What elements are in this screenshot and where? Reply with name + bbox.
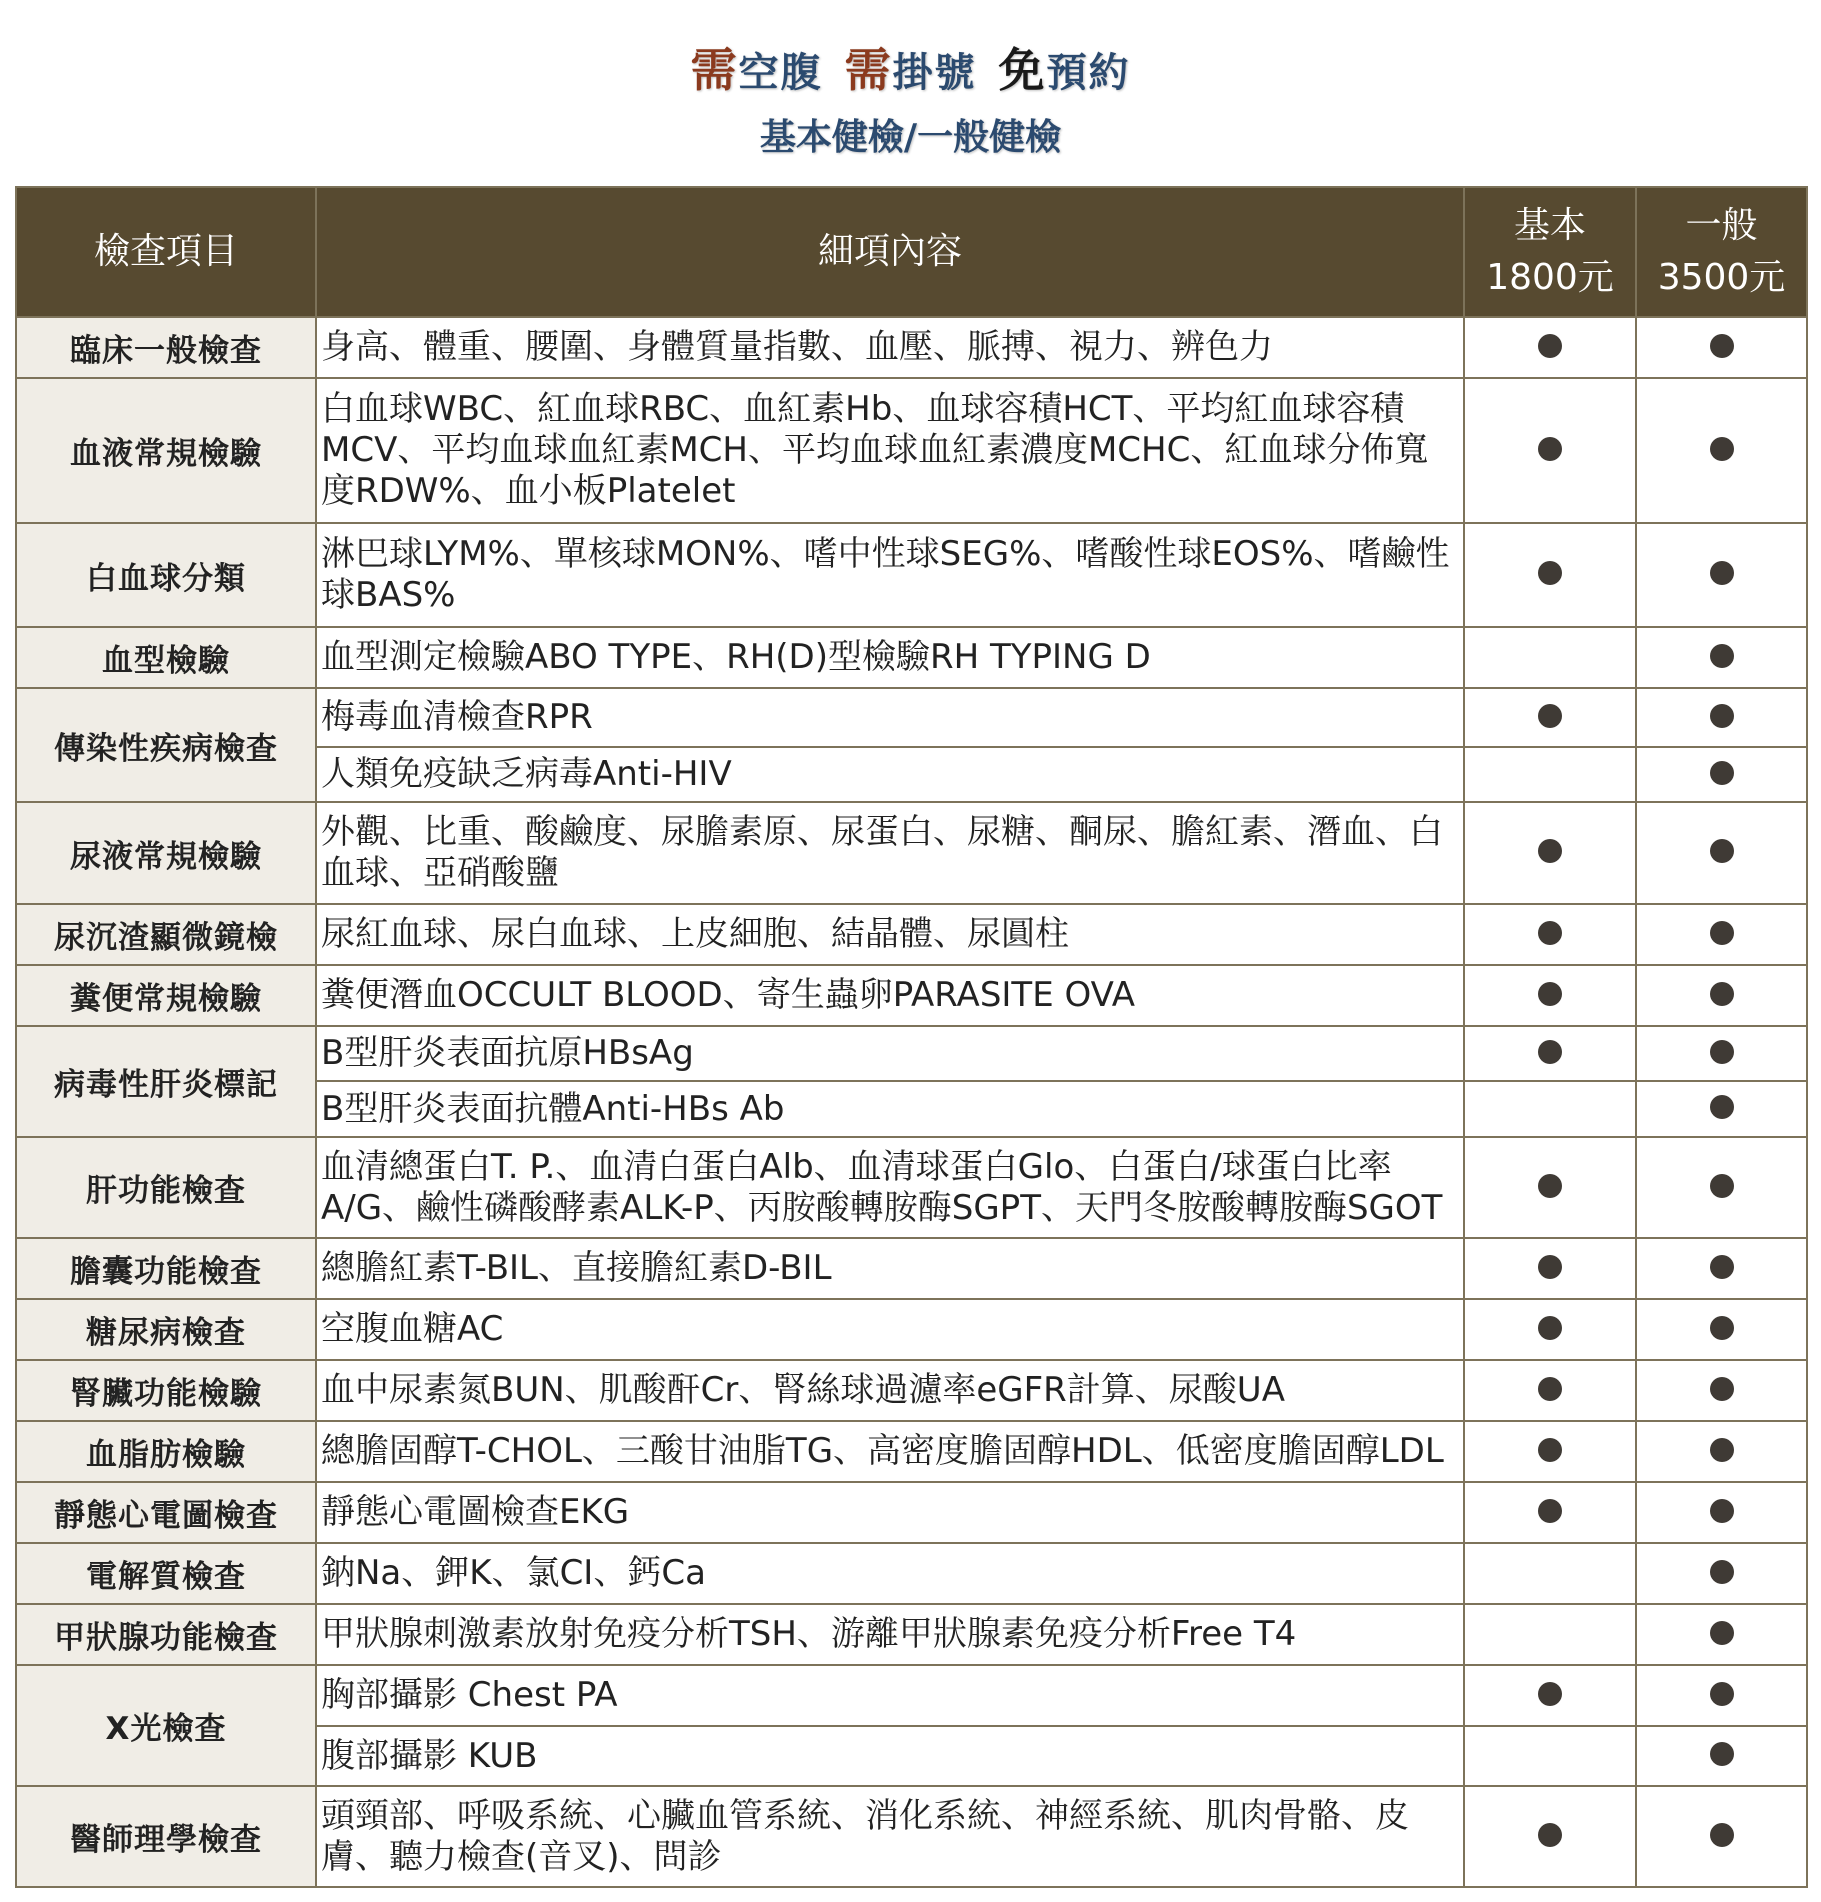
included-dot-icon (1710, 921, 1734, 945)
exam-detail: B型肝炎表面抗體Anti-HBs Ab (316, 1081, 1464, 1137)
basic-plan-cell (1464, 1026, 1636, 1081)
included-dot-icon (1538, 839, 1562, 863)
exam-category: 靜態心電圖檢查 (16, 1482, 316, 1543)
included-dot-icon (1710, 1560, 1734, 1584)
fasting-required-mark: 需 (690, 43, 739, 97)
included-dot-icon (1538, 982, 1562, 1006)
table-row (16, 688, 1807, 747)
health-check-table (15, 186, 1808, 1888)
general-plan-cell (1636, 1137, 1807, 1238)
exam-detail: 頭頸部、呼吸系統、心臟血管系統、消化系統、神經系統、肌肉骨骼、皮膚、聽力檢查(音叉)、問診 (316, 1786, 1464, 1887)
included-dot-icon (1710, 1040, 1734, 1064)
exam-detail: 糞便潛血OCCULT BLOOD、寄生蟲卵PARASITE OVA (316, 965, 1464, 1026)
appointment-label: 預約 (1046, 50, 1131, 96)
general-plan-cell (1636, 688, 1807, 747)
basic-plan-cell (1464, 1665, 1636, 1726)
column-header-basic (1464, 187, 1636, 317)
fasting-label: 空腹 (738, 50, 823, 96)
basic-plan-cell (1464, 904, 1636, 965)
exam-detail: 淋巴球LYM%、單核球MON%、嗜中性球SEG%、嗜酸性球EOS%、嗜鹼性球BAS% (316, 523, 1464, 627)
general-plan-cell (1636, 1421, 1807, 1482)
general-plan-cell (1636, 1081, 1807, 1137)
table-row (16, 1238, 1807, 1299)
exam-category: X光檢查 (16, 1665, 316, 1786)
general-plan-cell (1636, 1786, 1807, 1887)
included-dot-icon (1710, 437, 1734, 461)
table-row (16, 1482, 1807, 1543)
basic-plan-cell (1464, 1137, 1636, 1238)
table-row (16, 1543, 1807, 1604)
exam-category: 肝功能檢查 (16, 1137, 316, 1238)
table-row (16, 1604, 1807, 1665)
included-dot-icon (1710, 982, 1734, 1006)
basic-plan-price: 1800元 (1486, 257, 1614, 298)
included-dot-icon (1710, 644, 1734, 668)
no-appointment-mark: 免 (998, 43, 1047, 97)
exam-detail: 血清總蛋白T. P.、血清白蛋白Alb、血清球蛋白Glo、白蛋白/球蛋白比率A/G、鹼性磷酸酵素ALK-P、丙胺酸轉胺酶SGPT、天門冬胺酸轉胺酶SGOT (316, 1137, 1464, 1238)
included-dot-icon (1710, 334, 1734, 358)
included-dot-icon (1710, 1742, 1734, 1766)
exam-detail: 甲狀腺刺激素放射免疫分析TSH、游離甲狀腺素免疫分析Free T4 (316, 1604, 1464, 1665)
table-row (16, 627, 1807, 688)
table-row (16, 523, 1807, 627)
requirements-line (0, 40, 1821, 103)
included-dot-icon (1538, 334, 1562, 358)
table-row (16, 1299, 1807, 1360)
exam-category: 血液常規檢驗 (16, 378, 316, 523)
basic-plan-cell (1464, 1360, 1636, 1421)
basic-plan-cell (1464, 688, 1636, 747)
included-dot-icon (1538, 1040, 1562, 1064)
exam-category: 尿液常規檢驗 (16, 802, 316, 904)
exam-category: 腎臟功能檢驗 (16, 1360, 316, 1421)
exam-detail: 腹部攝影 KUB (316, 1726, 1464, 1786)
basic-plan-cell (1464, 1421, 1636, 1482)
table-row (16, 317, 1807, 378)
table-row (16, 802, 1807, 904)
exam-category: 糖尿病檢查 (16, 1299, 316, 1360)
exam-category: 甲狀腺功能檢查 (16, 1604, 316, 1665)
exam-category: 白血球分類 (16, 523, 316, 627)
exam-detail: 血型測定檢驗ABO TYPE、RH(D)型檢驗RH TYPING D (316, 627, 1464, 688)
exam-detail: 胸部攝影 Chest PA (316, 1665, 1464, 1726)
general-plan-cell (1636, 1665, 1807, 1726)
registration-required-mark: 需 (844, 43, 893, 97)
general-plan-cell (1636, 1026, 1807, 1081)
exam-detail: 靜態心電圖檢查EKG (316, 1482, 1464, 1543)
general-plan-cell (1636, 1543, 1807, 1604)
basic-plan-name: 基本 (1513, 205, 1586, 246)
table-row (16, 1665, 1807, 1726)
table-row (16, 1026, 1807, 1081)
basic-plan-cell (1464, 317, 1636, 378)
included-dot-icon (1538, 1174, 1562, 1198)
included-dot-icon (1710, 1316, 1734, 1340)
table-row (16, 1137, 1807, 1238)
general-plan-cell (1636, 378, 1807, 523)
general-plan-cell (1636, 1360, 1807, 1421)
table-row (16, 965, 1807, 1026)
included-dot-icon (1538, 1316, 1562, 1340)
included-dot-icon (1710, 1499, 1734, 1523)
general-plan-cell (1636, 904, 1807, 965)
exam-category: 膽囊功能檢查 (16, 1238, 316, 1299)
included-dot-icon (1710, 1438, 1734, 1462)
exam-detail: 血中尿素氮BUN、肌酸酐Cr、腎絲球過濾率eGFR計算、尿酸UA (316, 1360, 1464, 1421)
included-dot-icon (1538, 921, 1562, 945)
general-plan-cell (1636, 965, 1807, 1026)
exam-category: 糞便常規檢驗 (16, 965, 316, 1026)
basic-plan-cell (1464, 1238, 1636, 1299)
general-plan-cell (1636, 1238, 1807, 1299)
included-dot-icon (1710, 839, 1734, 863)
included-dot-icon (1538, 1499, 1562, 1523)
included-dot-icon (1710, 1255, 1734, 1279)
general-plan-cell (1636, 802, 1807, 904)
column-header-general (1636, 187, 1807, 317)
general-plan-cell (1636, 317, 1807, 378)
page-header (0, 40, 1821, 171)
exam-detail: 白血球WBC、紅血球RBC、血紅素Hb、血球容積HCT、平均紅血球容積MCV、平均血球血紅素MCH、平均血球血紅素濃度MCHC、紅血球分佈寬度RDW%、血小板Platelet (316, 378, 1464, 523)
general-plan-cell (1636, 1299, 1807, 1360)
exam-category: 血脂肪檢驗 (16, 1421, 316, 1482)
general-plan-cell (1636, 1482, 1807, 1543)
exam-detail: 總膽紅素T-BIL、直接膽紅素D-BIL (316, 1238, 1464, 1299)
basic-plan-cell (1464, 523, 1636, 627)
included-dot-icon (1710, 761, 1734, 785)
general-plan-cell (1636, 523, 1807, 627)
general-plan-cell (1636, 1726, 1807, 1786)
exam-detail: 總膽固醇T-CHOL、三酸甘油脂TG、高密度膽固醇HDL、低密度膽固醇LDL (316, 1421, 1464, 1482)
basic-plan-cell (1464, 1726, 1636, 1786)
basic-plan-cell (1464, 1604, 1636, 1665)
exam-category: 血型檢驗 (16, 627, 316, 688)
basic-plan-cell (1464, 747, 1636, 802)
table-row (16, 378, 1807, 523)
basic-plan-cell (1464, 802, 1636, 904)
exam-detail: 人類免疫缺乏病毒Anti-HIV (316, 747, 1464, 802)
included-dot-icon (1538, 1255, 1562, 1279)
included-dot-icon (1538, 1682, 1562, 1706)
table-row (16, 904, 1807, 965)
column-header-detail: 細項內容 (316, 187, 1464, 317)
included-dot-icon (1710, 1682, 1734, 1706)
general-plan-cell (1636, 747, 1807, 802)
general-plan-name: 一般 (1685, 205, 1758, 246)
general-plan-cell (1636, 1604, 1807, 1665)
exam-detail: 尿紅血球、尿白血球、上皮細胞、結晶體、尿圓柱 (316, 904, 1464, 965)
table-row (16, 1360, 1807, 1421)
included-dot-icon (1538, 561, 1562, 585)
included-dot-icon (1710, 1823, 1734, 1847)
included-dot-icon (1710, 704, 1734, 728)
column-header-item: 檢查項目 (16, 187, 316, 317)
included-dot-icon (1710, 561, 1734, 585)
included-dot-icon (1710, 1174, 1734, 1198)
general-plan-cell (1636, 627, 1807, 688)
exam-category: 臨床一般檢查 (16, 317, 316, 378)
basic-plan-cell (1464, 627, 1636, 688)
exam-category: 電解質檢查 (16, 1543, 316, 1604)
basic-plan-cell (1464, 965, 1636, 1026)
included-dot-icon (1538, 1823, 1562, 1847)
included-dot-icon (1710, 1095, 1734, 1119)
exam-detail: 空腹血糖AC (316, 1299, 1464, 1360)
basic-plan-cell (1464, 1786, 1636, 1887)
exam-category: 病毒性肝炎標記 (16, 1026, 316, 1137)
table-row (16, 1421, 1807, 1482)
exam-detail: B型肝炎表面抗原HBsAg (316, 1026, 1464, 1081)
exam-detail: 外觀、比重、酸鹼度、尿膽素原、尿蛋白、尿糖、酮尿、膽紅素、潛血、白血球、亞硝酸鹽 (316, 802, 1464, 904)
included-dot-icon (1538, 437, 1562, 461)
exam-category: 尿沉渣顯微鏡檢 (16, 904, 316, 965)
page-subtitle: 基本健檢/一般健檢 (759, 117, 1062, 158)
included-dot-icon (1538, 1377, 1562, 1401)
exam-detail: 身高、體重、腰圍、身體質量指數、血壓、脈搏、視力、辨色力 (316, 317, 1464, 378)
included-dot-icon (1538, 1438, 1562, 1462)
basic-plan-cell (1464, 1081, 1636, 1137)
included-dot-icon (1710, 1377, 1734, 1401)
exam-category: 傳染性疾病檢查 (16, 688, 316, 802)
table-header-row (16, 187, 1807, 317)
exam-category: 醫師理學檢查 (16, 1786, 316, 1887)
table-row (16, 1786, 1807, 1887)
included-dot-icon (1710, 1621, 1734, 1645)
basic-plan-cell (1464, 378, 1636, 523)
basic-plan-cell (1464, 1299, 1636, 1360)
exam-detail: 梅毒血清檢查RPR (316, 688, 1464, 747)
general-plan-price: 3500元 (1657, 257, 1786, 298)
basic-plan-cell (1464, 1543, 1636, 1604)
basic-plan-cell (1464, 1482, 1636, 1543)
included-dot-icon (1538, 704, 1562, 728)
registration-label: 掛號 (892, 50, 977, 96)
exam-detail: 鈉Na、鉀K、氯CI、鈣Ca (316, 1543, 1464, 1604)
